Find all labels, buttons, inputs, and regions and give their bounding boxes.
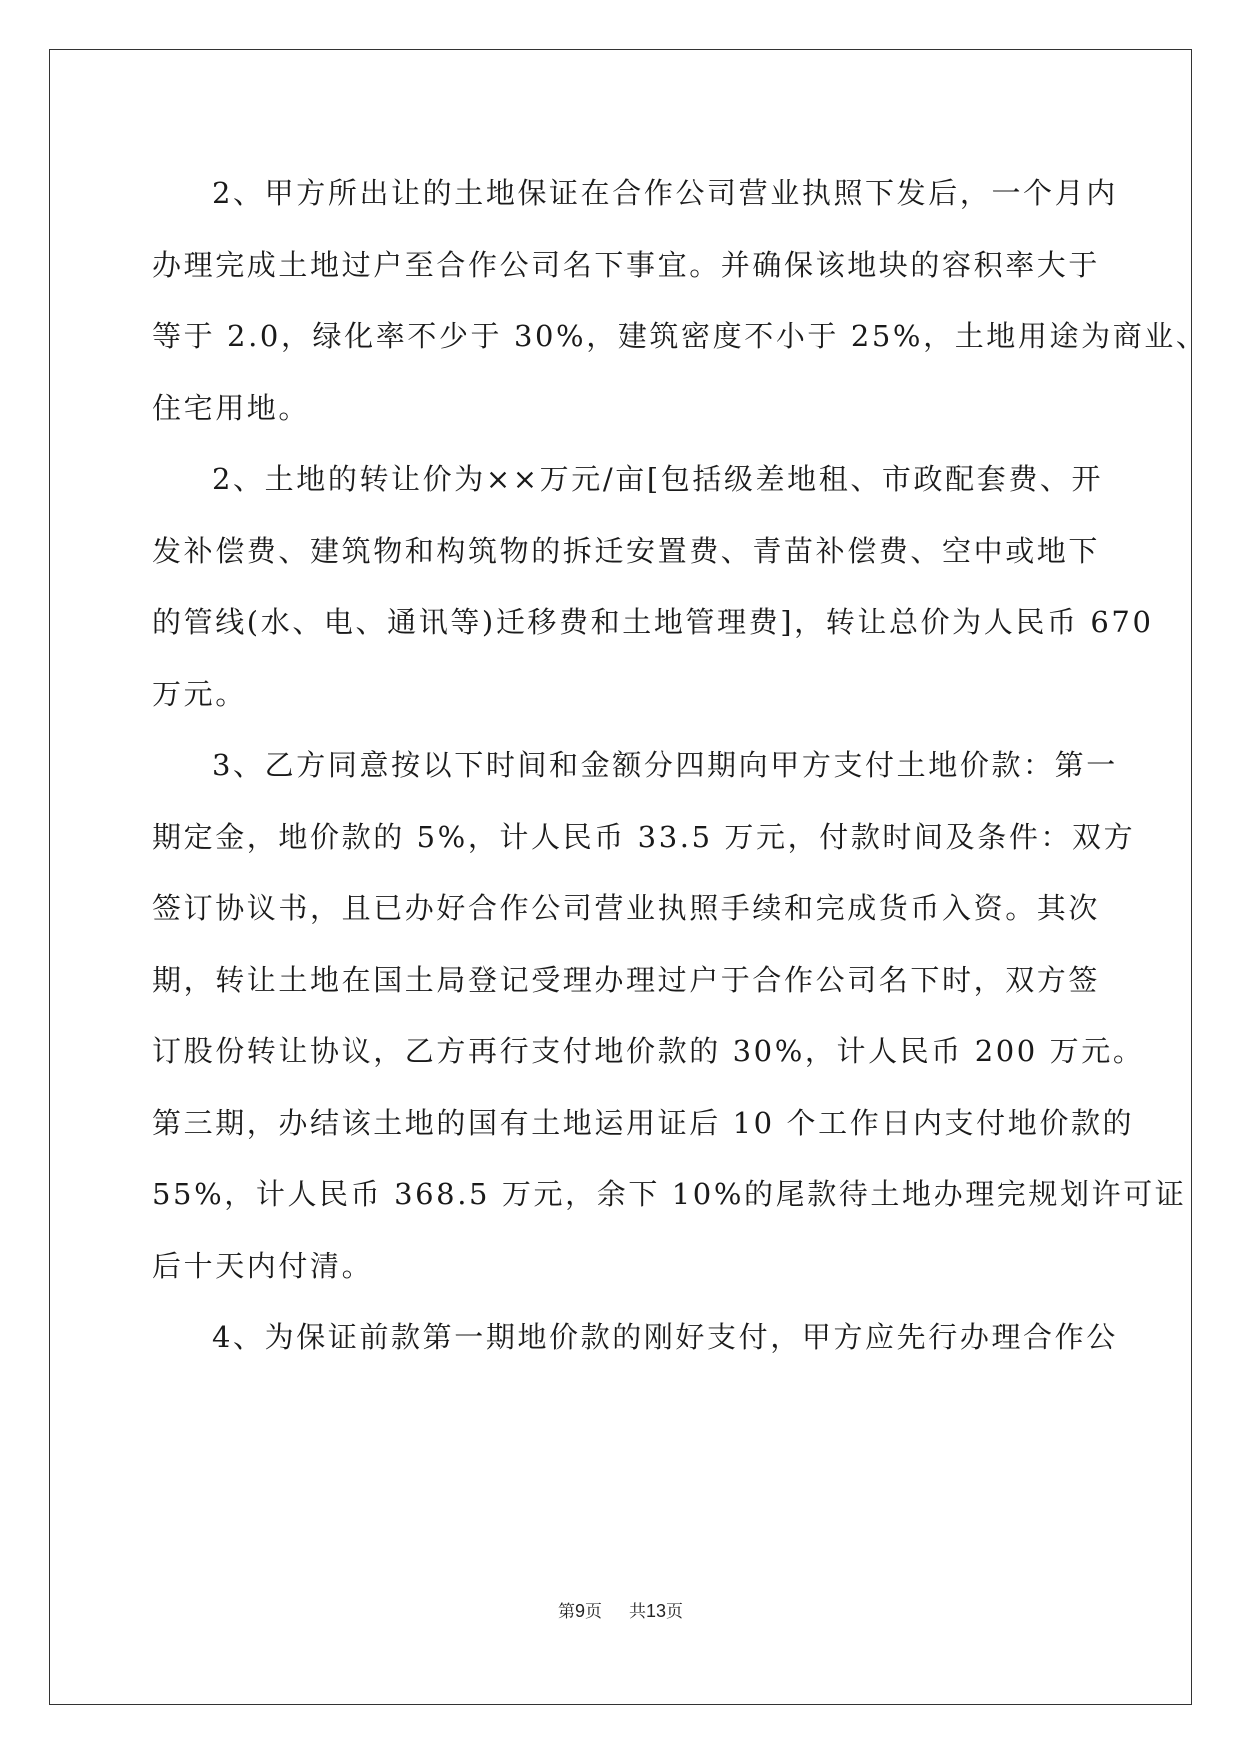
paragraph-transfer-price [152, 444, 1154, 730]
text-line: 2、土地的转让价为××万元/亩[包括级差地租、市政配套费、开 [212, 462, 1104, 496]
paragraph-land-transfer [152, 158, 1208, 444]
text-line: 3、乙方同意按以下时间和金额分四期向甲方支付土地价款：第一 [212, 748, 1118, 782]
paragraph-guarantee [152, 1302, 1118, 1374]
text-line: 2、甲方所出让的土地保证在合作公司营业执照下发后，一个月内 [212, 176, 1118, 210]
paragraph-payment-schedule [152, 730, 1187, 1302]
text-line: 55%，计人民币 368.5 万元，余下 10%的尾款待土地办理完规划许可证 [152, 1177, 1187, 1211]
total-pages-number: 13 [646, 1601, 667, 1621]
text-line: 期定金，地价款的 5%，计人民币 33.5 万元，付款时间及条件：双方 [152, 819, 1136, 854]
text-line: 发补偿费、建筑物和构筑物的拆迁安置费、青苗补偿费、空中或地下 [152, 533, 1101, 568]
text-line: 等于 2.0，绿化率不少于 30%，建筑密度不小于 25%，土地用途为商业、 [152, 319, 1208, 353]
text-line: 订股份转让协议，乙方再行支付地价款的 30%，计人民币 200 万元。 [152, 1034, 1145, 1068]
text-line: 后十天内付清。 [152, 1248, 374, 1283]
total-pages-label: 共13页 [629, 1601, 684, 1622]
text-line: 4、为保证前款第一期地价款的刚好支付，甲方应先行办理合作公 [212, 1320, 1118, 1354]
current-page-number: 9 [574, 1601, 585, 1621]
text-line: 的管线(水、电、通讯等)迁移费和土地管理费]，转让总价为人民币 670 [152, 605, 1154, 639]
text-line: 期，转让土地在国土局登记受理办理过户于合作公司名下时，双方签 [152, 962, 1101, 997]
document-body [152, 158, 1208, 1374]
text-line: 住宅用地。 [152, 390, 311, 425]
page-footer [0, 1597, 1241, 1622]
page-number-label: 第9页 [557, 1601, 602, 1622]
text-line: 签订协议书，且已办好合作公司营业执照手续和完成货币入资。其次 [152, 891, 1101, 925]
text-line: 第三期，办结该土地的国有土地运用证后 10 个工作日内支付地价款的 [152, 1105, 1135, 1140]
text-line: 办理完成土地过户至合作公司名下事宜。并确保该地块的容积率大于 [152, 247, 1101, 282]
text-line: 万元。 [152, 676, 247, 711]
